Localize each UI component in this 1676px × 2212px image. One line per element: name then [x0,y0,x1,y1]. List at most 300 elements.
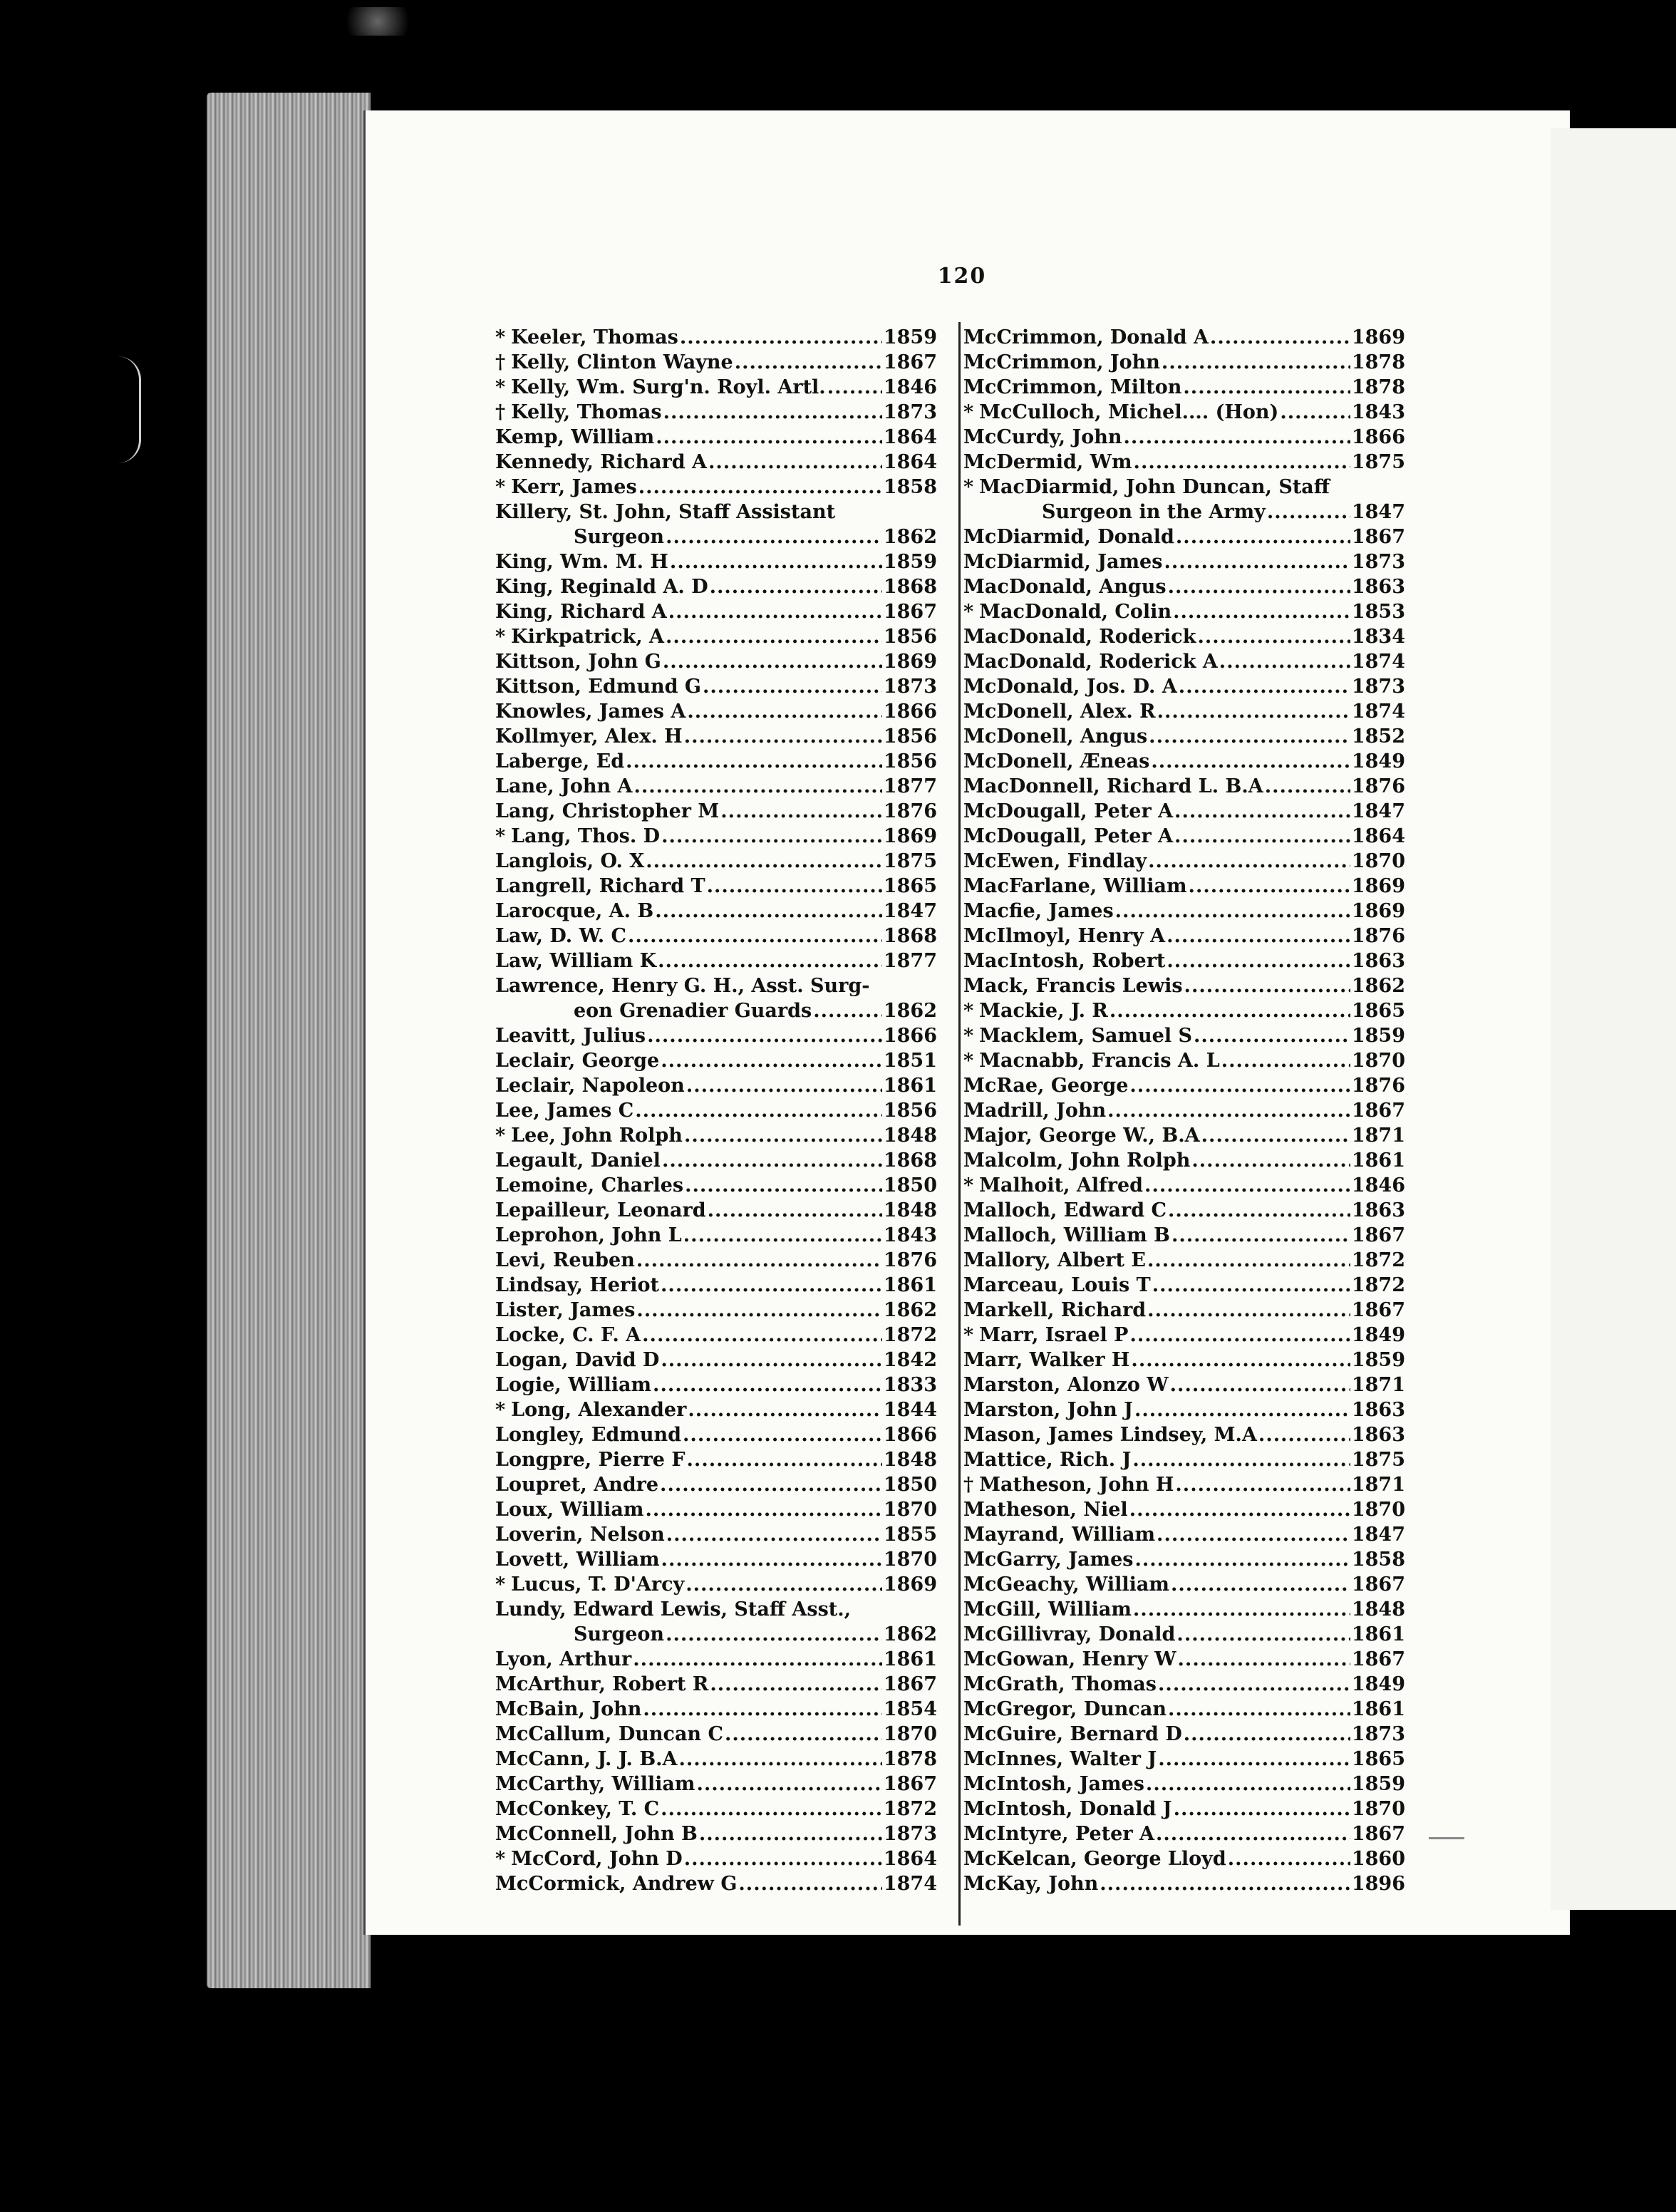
entry-name-text: McCann, J. J. B.A [495,1748,678,1770]
register-entry [963,1821,1405,1846]
entry-name-text: Longpre, Pierre F [495,1449,686,1471]
entry-year: 1850 [883,1474,937,1496]
entry-name [963,1348,1129,1373]
entry-name [495,375,826,400]
entry-year: 1856 [883,750,937,772]
register-entry [495,375,937,400]
entry-year: 1856 [883,626,937,648]
dot-leader [643,1697,881,1722]
entry-name [963,1098,1106,1123]
register-entry [963,1373,1405,1397]
entry-name [963,1497,1128,1522]
entry-name-text: McConkey, T. C [495,1798,660,1820]
entry-year: 1872 [883,1324,937,1346]
asterisk-mark: * [963,401,974,423]
entry-name [963,1622,1175,1647]
entry-year: 1854 [883,1698,937,1720]
entry-name-text: McArthur, Robert R [495,1673,709,1695]
entry-name-text: McCurdy, John [963,426,1122,448]
register-entry [963,1397,1405,1422]
entry-name-text: Kirkpatrick, A [511,626,665,648]
entry-year: 1850 [883,1174,937,1197]
entry-name-text: McEwen, Findlay [963,850,1147,872]
dot-leader [636,1248,882,1273]
entry-name-text: McIlmoyl, Henry A [963,925,1166,947]
entry-year: 1872 [883,1798,937,1820]
register-entry [963,649,1405,674]
entry-name-text: Lundy, Edward Lewis, Staff Asst., [495,1598,852,1621]
dot-leader [628,924,882,949]
dot-leader [708,450,882,475]
entry-name-text: Surgeon [574,526,665,548]
dot-leader [1219,649,1350,674]
dot-leader [661,1273,882,1298]
entry-name [495,1098,633,1123]
entry-name-text: Legault, Daniel [495,1149,661,1172]
entry-year: 1848 [1351,1598,1405,1621]
entry-name [963,1597,1132,1622]
entry-name [495,1223,682,1248]
dot-leader [1265,774,1350,799]
entry-year: 1870 [1351,1499,1405,1521]
entry-name [495,724,683,749]
entry-year: 1877 [883,950,937,972]
entry-name-text: Markell, Richard [963,1299,1147,1321]
dot-leader [1228,1846,1350,1871]
entry-year: 1861 [883,1274,937,1296]
entry-name [963,649,1218,674]
entry-year: 1878 [1351,351,1405,373]
entry-name-text: MacDonald, Roderick [963,626,1196,648]
register-entry [963,674,1405,699]
register-entry [963,1672,1405,1697]
entry-year: 1869 [1351,900,1405,922]
entry-year: 1873 [883,401,937,423]
entry-year: 1870 [1351,850,1405,872]
register-entry [495,874,937,899]
entry-name-text: King, Richard A [495,601,667,623]
page-number: 120 [937,264,987,289]
entry-name-text: Lee, John Rolph [511,1125,683,1147]
entry-name [495,1323,641,1348]
register-entry [495,574,937,599]
entry-name-text: McIntosh, James [963,1773,1144,1795]
entry-name [963,1871,1098,1896]
register-entry [963,450,1405,475]
register-entry [963,699,1405,724]
entry-name [963,1672,1157,1697]
register-entry [495,1048,937,1073]
entry-name [495,325,678,350]
entry-year: 1858 [1351,1549,1405,1571]
entry-name-text: Lister, James [495,1299,636,1321]
dot-leader [661,1348,882,1373]
register-entry [495,1572,937,1597]
entry-name [963,824,1173,849]
entry-name [495,1023,646,1048]
scan-smudge [335,7,420,36]
entry-name [495,1472,658,1497]
entry-year: 1865 [1351,1748,1405,1770]
dot-leader [1178,1647,1350,1672]
entry-name [495,624,664,649]
entry-year: 1876 [1351,775,1405,797]
register-entry [495,1597,937,1622]
register-entry [495,475,937,500]
dot-leader [666,524,882,549]
entry-name-text: Lemoine, Charles [495,1174,684,1197]
entry-name [963,799,1173,824]
entry-year: 1873 [883,1823,937,1845]
register-entry [963,1472,1405,1497]
register-entry [963,1198,1405,1223]
entry-year: 1876 [883,800,937,822]
entry-name-text: Loverin, Nelson [495,1524,665,1546]
entry-name [963,375,1181,400]
register-entry [963,1871,1405,1896]
register-entry [963,1273,1405,1298]
dot-leader [1173,599,1350,624]
register-entry [495,1073,937,1098]
dot-leader [688,1397,882,1422]
dot-leader [1149,724,1350,749]
register-entry [495,674,937,699]
entry-name [495,574,708,599]
entry-name [963,549,1162,574]
dot-leader [1144,1173,1350,1198]
entry-year: 1869 [883,825,937,847]
entry-name-text: Langrell, Richard T [495,875,705,897]
register-entry [963,1098,1405,1123]
register-entry [495,1497,937,1522]
register-entry [963,1497,1405,1522]
entry-year: 1861 [1351,1698,1405,1720]
entry-year: 1873 [1351,551,1405,573]
entry-name [963,1273,1151,1298]
dot-leader [686,1572,882,1597]
entry-name-text: MacDonnell, Richard L. B.A [963,775,1263,797]
dot-leader [1176,524,1350,549]
entry-name [963,998,1108,1023]
dot-leader [1183,375,1350,400]
register-entry [963,849,1405,874]
entry-name-text: Laberge, Ed [495,750,625,772]
entry-name-text: Kerr, James [511,476,637,498]
register-entry [495,1871,937,1896]
register-entry [963,724,1405,749]
dot-leader [710,1672,882,1697]
register-entry [963,425,1405,450]
entry-name-text: Law, D. W. C [495,925,626,947]
entry-name-text: McRae, George [963,1075,1129,1097]
entry-year: 1868 [883,1149,937,1172]
dot-leader [1175,1472,1350,1497]
register-entry [495,1472,937,1497]
entry-name [495,500,937,524]
entry-name-text: McCormick, Andrew G [495,1873,738,1895]
entry-name [963,1173,1143,1198]
entry-name-text: Leprohon, John L [495,1224,682,1246]
entry-name [495,1871,737,1896]
entry-year: 1875 [1351,451,1405,473]
entry-name-text: McCrimmon, John [963,351,1160,373]
entry-year: 1834 [1351,626,1405,648]
entry-name-text: Kelly, Wm. Surg'n. Royl. Artl. [511,376,826,398]
entry-name [963,774,1263,799]
entry-year: 1875 [1351,1449,1405,1471]
dot-leader [1157,1522,1350,1547]
dot-leader [670,549,882,574]
entry-name-text: McDougall, Peter A [963,825,1174,847]
left-column [495,325,937,1896]
entry-name [963,500,1266,524]
entry-year: 1833 [883,1374,937,1396]
register-entry [963,549,1405,574]
entry-name-text: Surgeon in the Army [1042,501,1266,523]
entry-year: 1842 [883,1349,937,1371]
asterisk-mark: * [495,476,506,498]
asterisk-mark: * [495,626,506,648]
register-entry [495,1647,937,1672]
dot-leader [1129,1323,1350,1348]
entry-year: 1878 [1351,376,1405,398]
entry-name-text: McDermid, Wm [963,451,1132,473]
dot-leader [635,1098,882,1123]
entry-year: 1859 [883,326,937,348]
entry-name [963,1148,1190,1173]
entry-name [963,849,1147,874]
dot-leader [679,1747,882,1772]
entry-year: 1846 [1351,1174,1405,1197]
entry-year: 1863 [1351,1399,1405,1421]
dot-leader [661,1048,882,1073]
right-column [963,325,1405,1896]
dot-leader [707,874,882,899]
entry-name [495,524,664,549]
entry-name-text: Lee, James C [495,1100,634,1122]
entry-name-text: Loux, William [495,1499,644,1521]
register-entry [963,1772,1405,1797]
entry-name [963,1846,1226,1871]
entry-year: 1871 [1351,1125,1405,1147]
dot-leader [1129,1497,1350,1522]
register-entry [963,1597,1405,1622]
dagger-mark: † [495,401,506,423]
entry-name [495,400,662,425]
entry-name-text: McGill, William [963,1598,1132,1621]
entry-year: 1867 [883,351,937,373]
register-entry [963,375,1405,400]
entry-name-text: McGuire, Bernard D [963,1723,1182,1745]
dot-leader [660,1472,882,1497]
entry-name-text: King, Wm. M. H [495,551,668,573]
entry-year: 1856 [883,1100,937,1122]
dot-leader [661,1547,882,1572]
entry-name [495,1522,665,1547]
register-entry [963,574,1405,599]
asterisk-mark: * [495,1848,506,1870]
entry-name [495,924,626,949]
register-entry [495,1348,937,1373]
dot-leader [687,1447,882,1472]
entry-name-text: McIntyre, Peter A [963,1823,1154,1845]
dot-leader [1133,1597,1350,1622]
scan-scratch [118,356,141,463]
entry-year: 1861 [1351,1623,1405,1645]
entry-name [963,1422,1257,1447]
entry-year: 1848 [883,1125,937,1147]
register-entry [963,774,1405,799]
asterisk-mark: * [963,1025,974,1047]
entry-name-text: MacDonald, Colin [979,601,1172,623]
entry-year: 1864 [883,451,937,473]
entry-year: 1876 [883,1249,937,1271]
register-entry [495,1373,937,1397]
entry-name [495,749,624,774]
entry-name-text: McCulloch, Michel.... (Hon) [979,401,1279,423]
entry-name [495,824,660,849]
register-entry [963,1697,1405,1722]
entry-name [495,998,812,1023]
entry-name-text: Mackie, J. R [979,1000,1108,1022]
asterisk-mark: * [495,1125,506,1147]
entry-name-text: Malloch, Edward C [963,1199,1167,1221]
entry-name-text: McGregor, Duncan [963,1698,1167,1720]
entry-year: 1865 [883,875,937,897]
register-entry [495,1522,937,1547]
register-entry [495,1223,937,1248]
register-entry [495,624,937,649]
entry-year: 1874 [883,1873,937,1895]
dot-leader [1132,1447,1350,1472]
entry-name-text: Lindsay, Heriot [495,1274,660,1296]
entry-year: 1874 [1351,651,1405,673]
entry-year: 1862 [883,1000,937,1022]
entry-year: 1859 [1351,1349,1405,1371]
entry-year: 1848 [883,1199,937,1221]
entry-year: 1869 [1351,875,1405,897]
dot-leader [666,1522,882,1547]
dot-leader [1107,1098,1350,1123]
register-entry [963,1647,1405,1672]
dot-leader [633,1647,882,1672]
dot-leader [655,899,882,924]
entry-name [963,624,1196,649]
entry-name [495,1821,698,1846]
dot-leader [1174,1797,1350,1821]
entry-name-text: Logan, David D [495,1349,660,1371]
dot-leader [666,624,882,649]
dot-leader [1115,899,1350,924]
entry-year: 1870 [883,1723,937,1745]
register-entry [963,1248,1405,1273]
register-entry [495,1722,937,1747]
entry-year: 1873 [1351,676,1405,698]
entry-year: 1867 [1351,1648,1405,1670]
register-entry [963,1348,1405,1373]
entry-name-text: Keeler, Thomas [511,326,678,348]
dot-leader [662,1148,882,1173]
entry-name [495,699,686,724]
register-entry [963,749,1405,774]
entry-name-text: Malcolm, John Rolph [963,1149,1191,1172]
register-entry [495,1098,937,1123]
entry-name [963,874,1187,899]
entry-name [963,1123,1200,1148]
entry-year: 1896 [1351,1873,1405,1895]
dot-leader [1184,973,1350,998]
entry-name-text: Macnabb, Francis A. L [979,1050,1220,1072]
register-entry [963,1073,1405,1098]
entry-year: 1863 [1351,1424,1405,1446]
entry-name-text: Killery, St. John, Staff Assistant [495,501,836,523]
register-entry [495,774,937,799]
entry-name-text: Malhoit, Alfred [979,1174,1144,1197]
entry-name-text: Lang, Thos. D [511,825,661,847]
dagger-mark: † [963,1474,974,1496]
entry-year: 1862 [883,526,937,548]
dot-leader [1156,1821,1350,1846]
entry-name-text: Lyon, Arthur [495,1648,632,1670]
entry-year: 1866 [883,1424,937,1446]
dot-leader [1147,1248,1350,1273]
entry-year: 1871 [1351,1474,1405,1496]
entry-year: 1872 [1351,1249,1405,1271]
entry-name-text: McGillivray, Donald [963,1623,1176,1645]
entry-name-text: Lane, John A [495,775,633,797]
entry-name [495,899,653,924]
register-entry [963,1422,1405,1447]
entry-year: 1865 [1351,1000,1405,1022]
entry-year: 1862 [1351,975,1405,997]
entry-name-text: Major, George W., B.A [963,1125,1200,1147]
dot-leader [1158,1672,1350,1697]
dot-leader [699,1821,882,1846]
dot-leader [1131,1348,1350,1373]
entry-name [963,749,1149,774]
register-entry [495,924,937,949]
dot-leader [1167,924,1350,949]
entry-name [963,1522,1155,1547]
entry-name [963,1747,1157,1772]
entry-name-text: McCarthy, William [495,1773,695,1795]
entry-name-text: Surgeon [574,1623,665,1645]
dot-leader [735,350,882,375]
entry-name [963,1572,1169,1597]
entry-name-text: Kelly, Thomas [511,401,662,423]
entry-year: 1866 [1351,426,1405,448]
entry-name-text: Law, William K [495,950,657,972]
register-entry [963,400,1405,425]
asterisk-mark: * [963,476,974,498]
entry-name [963,899,1114,924]
entry-name-text: Kennedy, Richard A [495,451,707,473]
register-entry [495,450,937,475]
dot-leader [827,375,882,400]
facing-page-edge [1551,128,1676,1910]
entry-name [495,1123,683,1148]
register-entry [495,524,937,549]
entry-name [495,1447,686,1472]
entry-name [495,1722,723,1747]
dot-leader [636,1298,881,1323]
dot-leader [680,325,882,350]
entry-name-text: Langlois, O. X [495,850,645,872]
register-entry [963,1123,1405,1148]
entry-year: 1871 [1351,1374,1405,1396]
entry-name-text: Knowles, James A [495,701,686,723]
entry-name-text: Logie, William [495,1374,652,1396]
